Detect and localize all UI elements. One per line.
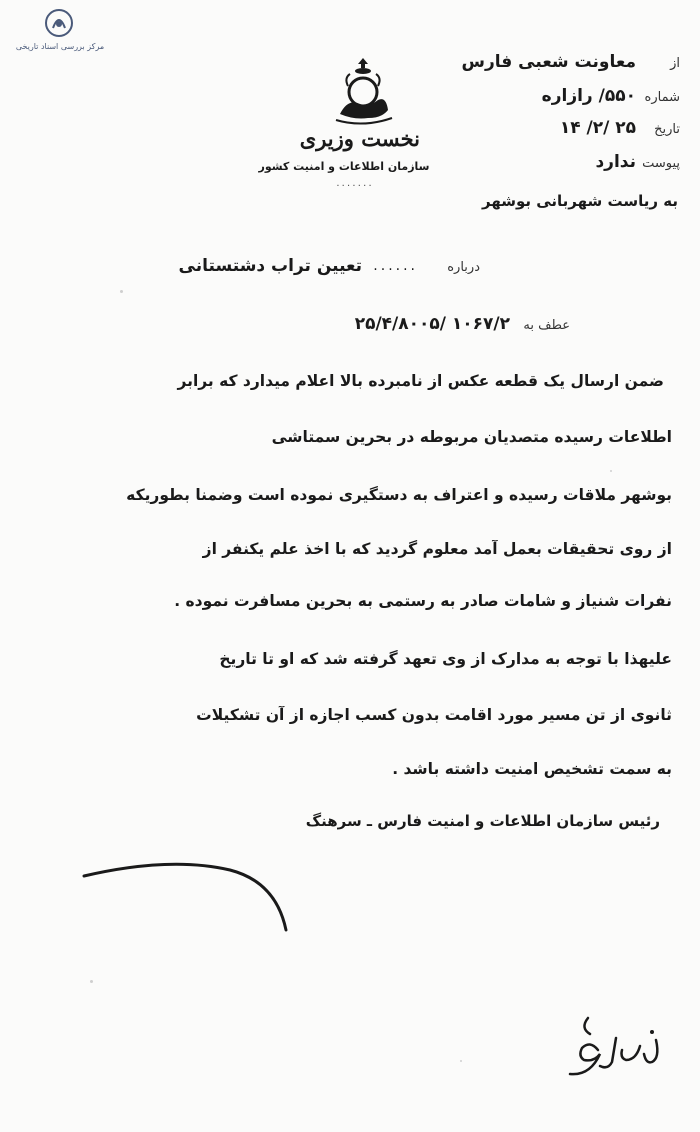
header-field-label: از	[670, 56, 680, 71]
body-line: علیهذا با توجه به مدارک از وی تعهد گرفته شد که او تا تاریخ	[219, 650, 672, 668]
organization-name: نخست وزیری	[299, 126, 420, 151]
paper-speck	[610, 470, 612, 472]
closing-signature-line: رئیس سازمان اطلاعات و امنیت فارس ـ سرهنگ	[305, 812, 660, 830]
department-name: سازمان اطلاعات و امنیت کشور	[258, 160, 430, 173]
archive-logo-icon	[44, 8, 74, 38]
lion-and-sun-emblem-icon	[318, 58, 408, 130]
signature-stroke	[80, 856, 300, 936]
header-field-label: پیوست	[642, 156, 680, 171]
body-line: نفرات شنیاز و شامات صادر به رستمی به بحرین مسافرت نموده .	[174, 592, 672, 610]
paper-speck	[120, 290, 123, 293]
reference-row	[150, 314, 570, 342]
header-field-value: ندارد	[595, 152, 636, 172]
header-field-value: ۵۵۰/ رازاره	[541, 86, 636, 106]
body-line: از روی تحقیقات بعمل آمد معلوم گردید که با اخذ علم یکنفر از	[202, 540, 672, 558]
paper-speck	[90, 980, 93, 983]
subject-row	[180, 256, 480, 284]
body-line: اطلاعات رسیده متصدیان مربوطه در بحرین سمتاشی	[271, 428, 672, 446]
subject-dots: ......	[373, 258, 418, 274]
header-field-number	[420, 86, 680, 112]
handwritten-notation	[560, 1010, 670, 1080]
header-field-value: ۱۴ /۲/ ۲۵	[559, 118, 636, 138]
header-field-from	[420, 52, 680, 78]
header-field-date	[420, 118, 680, 144]
subject-value: تعیین تراب دشتستانی	[178, 256, 362, 276]
watermark-text: مرکز بررسی اسناد تاریخی	[15, 42, 105, 51]
recipient-line: به ریاست شهربانی بوشهر	[481, 192, 678, 210]
body-line: بوشهر ملاقات رسیده و اعتراف به دستگیری نموده است وضمنا بطوریکه	[126, 486, 672, 504]
paper-speck	[460, 1060, 462, 1062]
header-field-label: شماره	[644, 90, 680, 105]
body-line: ثانوی از تن مسیر مورد اقامت بدون کسب اجازه از آن تشکیلات	[196, 706, 672, 724]
department-subline: ۰۰۰۰۰۰۰	[335, 180, 373, 191]
archive-watermark	[8, 8, 108, 56]
body-line: به سمت تشخیص امنیت داشته باشد .	[392, 760, 672, 778]
header-field-attachment	[420, 152, 680, 178]
header-field-value: معاونت شعبی فارس	[461, 52, 636, 72]
body-line: ضمن ارسال یک قطعه عکس از نامبرده بالا اعلام میدارد که برابر	[177, 372, 664, 390]
subject-label: درباره	[447, 260, 480, 275]
header-field-label: تاریخ	[654, 122, 680, 137]
reference-label: عطف به	[523, 318, 570, 333]
reference-value: ۲۵/۴/۸۰۰۵/ ۱۰۶۷/۲	[354, 314, 510, 334]
